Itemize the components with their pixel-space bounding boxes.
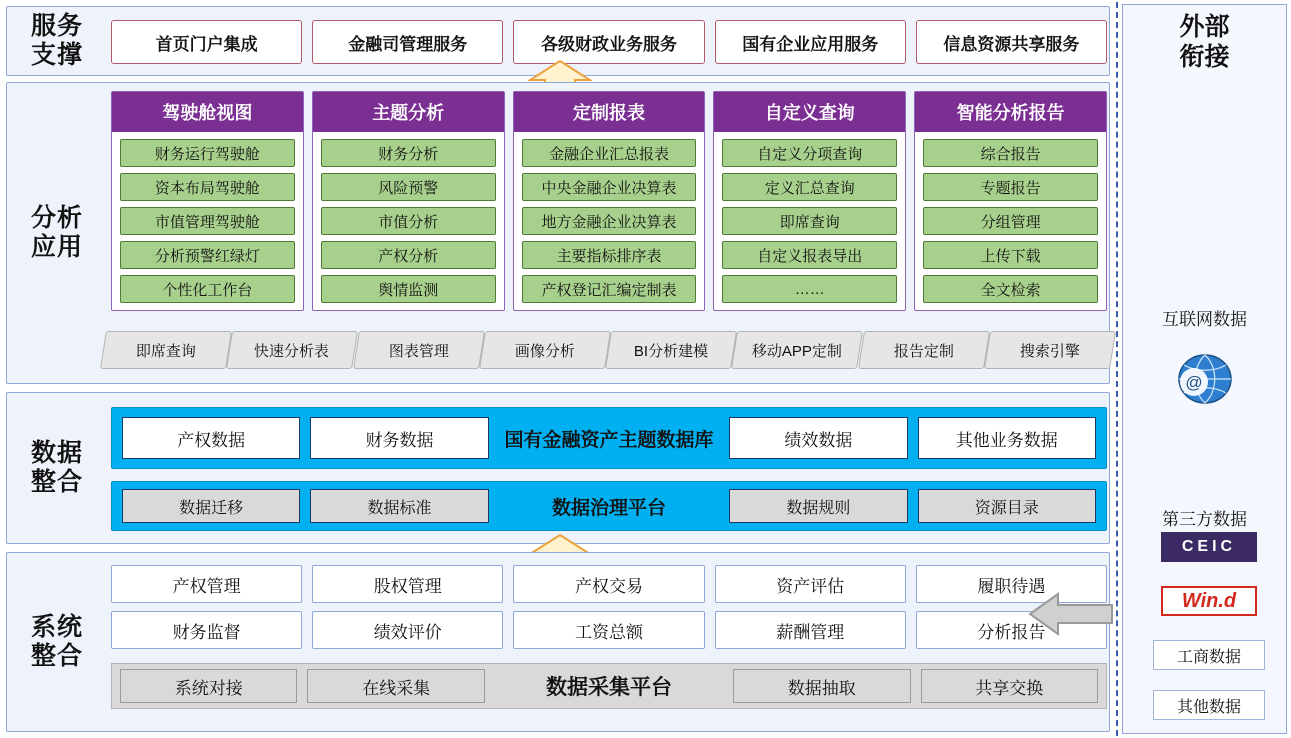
tool-chip-label: 搜索引擎: [1019, 342, 1080, 360]
svg-text:@: @: [1185, 373, 1203, 392]
third-party-data-label: 第三方数据: [1162, 510, 1247, 529]
band-label-service: 服务 支撑: [30, 12, 83, 69]
analysis-column-title: 自定义查询: [714, 92, 905, 132]
analysis-column-title: 驾驶舱视图: [112, 92, 303, 132]
analysis-column-custom-query: [713, 91, 906, 311]
analysis-column-report: [513, 91, 706, 311]
system-box[interactable]: 履职待遇: [916, 565, 1107, 603]
data-collection-title: 数据采集平台: [545, 676, 672, 699]
analysis-column-title: 定制报表: [514, 92, 705, 132]
governance-box[interactable]: 数据规则: [729, 489, 907, 523]
system-box-grid: [111, 565, 1107, 649]
tool-chip-label: 报告定制: [893, 342, 954, 360]
analysis-item[interactable]: 金融企业汇总报表: [522, 139, 697, 167]
governance-box[interactable]: 资源目录: [918, 489, 1096, 523]
service-box[interactable]: 各级财政业务服务: [513, 20, 704, 64]
analysis-item[interactable]: 专题报告: [923, 173, 1098, 201]
data-box[interactable]: 财务数据: [310, 417, 488, 459]
tool-chip-label: 画像分析: [514, 342, 575, 360]
tool-chip[interactable]: [479, 331, 611, 369]
band-label-system: 系统 整合: [30, 613, 83, 670]
tool-chip[interactable]: [353, 331, 485, 369]
analysis-item[interactable]: 地方金融企业决算表: [522, 207, 697, 235]
dashed-separator: [1116, 2, 1118, 736]
analysis-item[interactable]: 定义汇总查询: [722, 173, 897, 201]
band-data-integration: [6, 392, 1110, 544]
analysis-tools-row: [103, 331, 1111, 369]
band-label-data: 数据 整合: [30, 439, 83, 496]
collection-box[interactable]: 系统对接: [120, 669, 297, 703]
data-box[interactable]: 绩效数据: [729, 417, 907, 459]
analysis-item-list: [714, 132, 905, 303]
data-box[interactable]: 产权数据: [122, 417, 300, 459]
wind-logo: Win.d: [1161, 586, 1257, 616]
analysis-column-title: 主题分析: [313, 92, 504, 132]
analysis-item[interactable]: 全文检索: [923, 275, 1098, 303]
analysis-item[interactable]: 即席查询: [722, 207, 897, 235]
external-item-business-data[interactable]: 工商数据: [1153, 640, 1265, 670]
analysis-columns: [111, 91, 1107, 311]
analysis-item[interactable]: 风险预警: [321, 173, 496, 201]
collection-box[interactable]: 在线采集: [307, 669, 484, 703]
tool-chip[interactable]: [605, 331, 737, 369]
system-box[interactable]: 股权管理: [312, 565, 503, 603]
data-governance-title: 数据治理平台: [551, 497, 666, 519]
system-box[interactable]: 产权交易: [513, 565, 704, 603]
band-label-analysis: 分析 应用: [30, 204, 83, 261]
system-box[interactable]: 财务监督: [111, 611, 302, 649]
analysis-column-title: 智能分析报告: [915, 92, 1106, 132]
system-box[interactable]: 资产评估: [715, 565, 906, 603]
globe-at-icon: [1168, 352, 1242, 406]
analysis-column-intelligent-report: [914, 91, 1107, 311]
analysis-item[interactable]: 市值分析: [321, 207, 496, 235]
analysis-item-list: [514, 132, 705, 303]
collection-box[interactable]: 共享交换: [921, 669, 1098, 703]
service-box[interactable]: 首页门户集成: [111, 20, 302, 64]
tool-chip[interactable]: [100, 331, 232, 369]
service-box[interactable]: 国有企业应用服务: [715, 20, 906, 64]
tool-chip[interactable]: [731, 331, 863, 369]
analysis-item[interactable]: 主要指标排序表: [522, 241, 697, 269]
system-column: [312, 565, 503, 649]
service-box-row: [111, 20, 1107, 64]
analysis-item[interactable]: 财务运行驾驶舱: [120, 139, 295, 167]
analysis-item-list: [112, 132, 303, 303]
system-box[interactable]: 分析报告: [916, 611, 1107, 649]
system-column: [715, 565, 906, 649]
analysis-item[interactable]: 自定义分项查询: [722, 139, 897, 167]
ceic-logo: CEIC: [1161, 532, 1257, 562]
tool-chip-label: BI分析建模: [634, 342, 709, 360]
tool-chip[interactable]: [984, 331, 1116, 369]
analysis-item[interactable]: 中央金融企业决算表: [522, 173, 697, 201]
analysis-item-list: [313, 132, 504, 303]
system-box[interactable]: 工资总额: [513, 611, 704, 649]
service-box[interactable]: 金融司管理服务: [312, 20, 503, 64]
tool-chip[interactable]: [226, 331, 358, 369]
internet-data-label: 互联网数据: [1162, 310, 1247, 329]
system-column: [513, 565, 704, 649]
collection-box[interactable]: 数据抽取: [733, 669, 910, 703]
analysis-item[interactable]: 分析预警红绿灯: [120, 241, 295, 269]
governance-box[interactable]: 数据迁移: [122, 489, 300, 523]
data-collection-strip: [111, 663, 1107, 709]
analysis-column-cockpit: [111, 91, 304, 311]
tool-chip-label: 快速分析表: [254, 342, 330, 360]
system-box[interactable]: 产权管理: [111, 565, 302, 603]
analysis-item[interactable]: 财务分析: [321, 139, 496, 167]
tool-chip-label: 即席查询: [135, 342, 196, 360]
data-governance-strip: [111, 481, 1107, 531]
subject-database-title: 国有金融资产主题数据库: [504, 429, 714, 451]
subject-database-strip: [111, 407, 1107, 469]
analysis-item[interactable]: 自定义报表导出: [722, 241, 897, 269]
tool-chip-label: 图表管理: [388, 342, 449, 360]
analysis-item[interactable]: 综合报告: [923, 139, 1098, 167]
left-arrow-icon: [1028, 592, 1114, 636]
analysis-item[interactable]: 个性化工作台: [120, 275, 295, 303]
service-box[interactable]: 信息资源共享服务: [916, 20, 1107, 64]
data-box[interactable]: 其他业务数据: [918, 417, 1096, 459]
tool-chip[interactable]: [858, 331, 990, 369]
system-box[interactable]: 绩效评价: [312, 611, 503, 649]
analysis-item[interactable]: 上传下载: [923, 241, 1098, 269]
analysis-item[interactable]: 市值管理驾驶舱: [120, 207, 295, 235]
external-item-other-data[interactable]: 其他数据: [1153, 690, 1265, 720]
analysis-item[interactable]: ……: [722, 275, 897, 303]
system-column: [111, 565, 302, 649]
system-box[interactable]: 薪酬管理: [715, 611, 906, 649]
analysis-item[interactable]: 资本布局驾驶舱: [120, 173, 295, 201]
analysis-item[interactable]: 舆情监测: [321, 275, 496, 303]
analysis-column-theme: [312, 91, 505, 311]
analysis-item[interactable]: 分组管理: [923, 207, 1098, 235]
analysis-item-list: [915, 132, 1106, 303]
external-connection-title: 外部 衔接: [1179, 13, 1230, 71]
band-analysis-application: [6, 82, 1110, 384]
analysis-item[interactable]: 产权登记汇编定制表: [522, 275, 697, 303]
band-system-integration: [6, 552, 1110, 732]
governance-box[interactable]: 数据标准: [310, 489, 488, 523]
analysis-item[interactable]: 产权分析: [321, 241, 496, 269]
tool-chip-label: 移动APP定制: [752, 342, 843, 360]
